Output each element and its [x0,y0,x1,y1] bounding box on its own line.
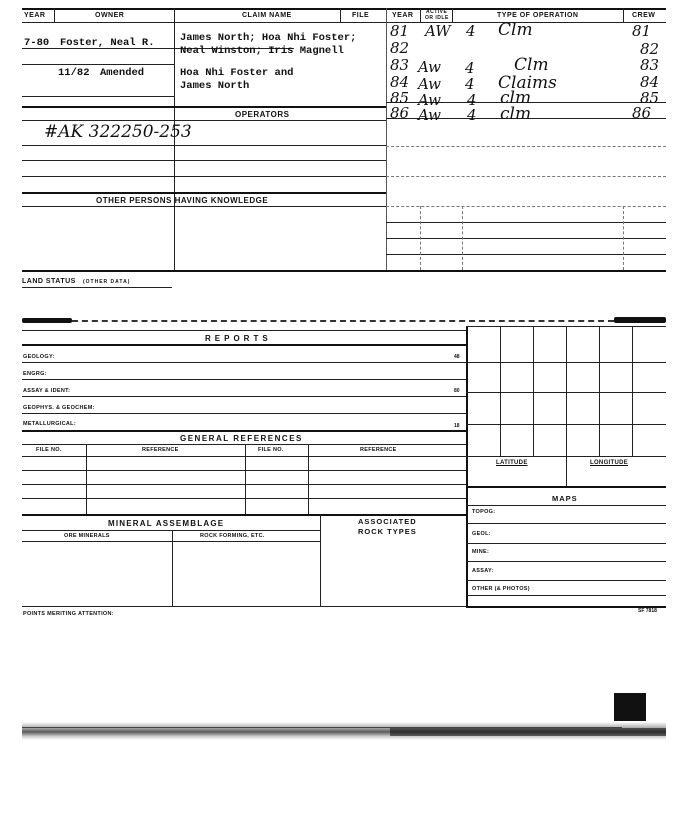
op-year-84: 84 [390,73,410,91]
op-type-84: Claims [498,73,557,93]
mineral-col-rock-forming: ROCK FORMING, ETC. [200,533,265,539]
op-year-86: 86 [390,104,410,122]
mineral-col-ore: ORE MINERALS [64,533,110,539]
genref-col-reference-1: REFERENCE [142,447,179,453]
land-status-sub: (OTHER DATA) [83,279,131,285]
owner-row-1-owner: Foster, Neal R. [60,37,155,49]
report-geology-code: 48 [454,354,460,360]
form-number: SF 7818 [638,608,657,614]
op-count-81: 4 [466,22,476,40]
op-type-83: Clm [514,55,549,75]
op-status-85: Aw [418,91,441,109]
report-metallurgical: METALLURGICAL: [23,421,76,427]
owner-row-1-year: 7-80 [24,37,50,49]
operators-label: OPERATORS [235,110,290,119]
claim-row-4: James North [180,80,250,92]
land-status-label: LAND STATUS [22,278,76,285]
op-type-85: clm [500,88,532,108]
op-year-81: 81 [390,22,410,40]
op-type-81: Clm [498,20,533,40]
op-crew-83: 83 [640,56,660,74]
op-status-86: Aw [418,106,441,124]
latitude-label: LATITUDE [496,460,528,466]
genref-col-reference-2: REFERENCE [360,447,397,453]
map-topog: TOPOG: [472,509,496,515]
report-geophys: GEOPHYS. & GEOCHEM: [23,405,95,411]
claim-row-2: Neal Winston; Iris Magnell [180,45,344,57]
report-assay-code: 80 [454,388,460,394]
claim-row-1: James North; Hoa Nhi Foster; [180,32,357,44]
report-metallurgical-code: 18 [454,423,460,429]
op-status-84: Aw [418,75,441,93]
reports-title: REPORTS [205,334,272,343]
op-status-83: Aw [418,58,441,76]
header-file: FILE [352,12,370,19]
claim-row-3: Hoa Nhi Foster and [180,67,294,79]
op-type-86: clm [500,104,532,124]
op-year-85: 85 [390,89,410,107]
op-crew-84: 84 [640,73,660,91]
owner-row-3-year: 11/82 [58,67,90,79]
op-count-86: 4 [467,106,477,124]
genref-col-file-no-2: FILE NO. [258,447,284,453]
header-claim-name: CLAIM NAME [242,12,292,19]
genref-col-file-no-1: FILE NO. [36,447,62,453]
header-active: ACTIVE [426,9,448,15]
op-year-82: 82 [390,39,410,57]
op-count-83: 4 [465,59,475,77]
op-year-83: 83 [390,56,410,74]
points-meriting-attention: POINTS MERITING ATTENTION: [23,611,114,617]
scan-smear-dark [390,728,666,736]
op-count-85: 4 [467,91,477,109]
header-year: YEAR [24,12,46,19]
op-crew-82: 82 [640,40,660,58]
separator-left-mark [22,318,72,323]
general-references-title: GENERAL REFERENCES [180,434,303,443]
map-other-photos: OTHER (& PHOTOS) [472,586,530,592]
header-or-idle: OR IDLE [425,15,449,21]
map-mine: MINE: [472,549,490,555]
map-geol: GEOL: [472,531,491,537]
op-crew-85: 85 [640,89,660,107]
report-engrg: ENGRG: [23,371,47,377]
header-year-2: YEAR [392,12,414,19]
longitude-label: LONGITUDE [590,460,629,466]
rock-types-label: ROCK TYPES [358,527,417,536]
operator-entry: #AK 322250-253 [44,122,192,142]
other-persons-label: OTHER PERSONS HAVING KNOWLEDGE [96,196,269,205]
op-crew-81: 81 [632,22,652,40]
separator-right-mark [614,317,666,323]
report-geology: GEOLOGY: [23,354,55,360]
header-crew: CREW [632,12,656,19]
op-crew-86: 86 [632,104,652,122]
op-count-84: 4 [465,75,475,93]
black-registration-mark [614,693,646,721]
associated-label: ASSOCIATED [358,517,417,526]
header-type-of-operation: TYPE OF OPERATION [497,12,579,19]
maps-title: MAPS [552,494,578,503]
report-assay: ASSAY & IDENT: [23,388,71,394]
header-owner: OWNER [95,12,125,19]
owner-row-3-owner: Amended [100,67,145,79]
op-status-81: AW [425,22,451,40]
map-assay: ASSAY: [472,568,494,574]
mineral-assemblage-title: MINERAL ASSEMBLAGE [108,519,225,528]
